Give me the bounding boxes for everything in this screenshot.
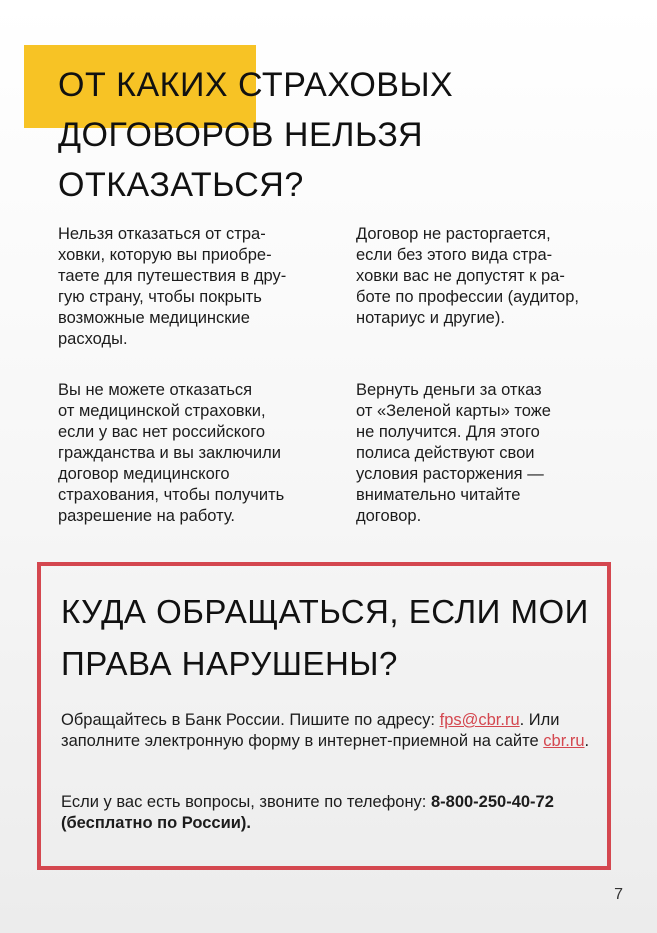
section-title-insurance: ОТ КАКИХ СТРАХОВЫХ ДОГОВОРОВ НЕЛЬЗЯ ОТКАЗАТЬСЯ? (58, 66, 454, 204)
section-title-rights: КУДА ОБРАЩАТЬСЯ, ЕСЛИ МОИ ПРАВА НАРУШЕНЫ? (61, 593, 589, 682)
paragraph-travel-insurance: Нельзя отказаться от стра- ховки, которую вы приобре- таете для путешествия в дру- гую страну, чтобы покрыть возможные медицинские расходы. (58, 225, 287, 348)
phone-number[interactable]: 8-800-250-40-72 (430, 793, 554, 811)
paragraph-medical-insurance: Вы не можете отказаться от медицинской страховки, если у вас нет российского гражданства и вы заключили договор медицинского страхования, чтобы получить разрешение на работу. (58, 381, 285, 525)
page-number: 7 (614, 886, 623, 903)
contact-text-middle: . Или заполните электронную форму в интернет-приемной на сайте (61, 711, 560, 750)
contact-info-box (37, 562, 611, 870)
email-link[interactable]: fps@cbr.ru (439, 711, 520, 729)
paragraph-green-card: Вернуть деньги за отказ от «Зеленой карты» тоже не получится. Для этого полиса действуют свои условия расторжения — внимательно читайте договор. (356, 381, 551, 525)
phone-note: (бесплатно по России). (61, 814, 251, 832)
site-link[interactable]: cbr.ru (543, 732, 585, 750)
phone-paragraph (61, 792, 601, 834)
contact-text-start: Обращайтесь в Банк России. Пишите по адресу: (61, 711, 440, 729)
contact-text-end: . (584, 732, 590, 750)
contact-paragraph (61, 710, 601, 752)
phone-intro-text: Если у вас есть вопросы, звоните по телефону: (61, 793, 431, 811)
paragraph-professional-insurance: Договор не расторгается, если без этого вида стра- ховки вас не допустят к ра- боте по профессии (аудитор, нотариус и другие). (356, 225, 579, 327)
